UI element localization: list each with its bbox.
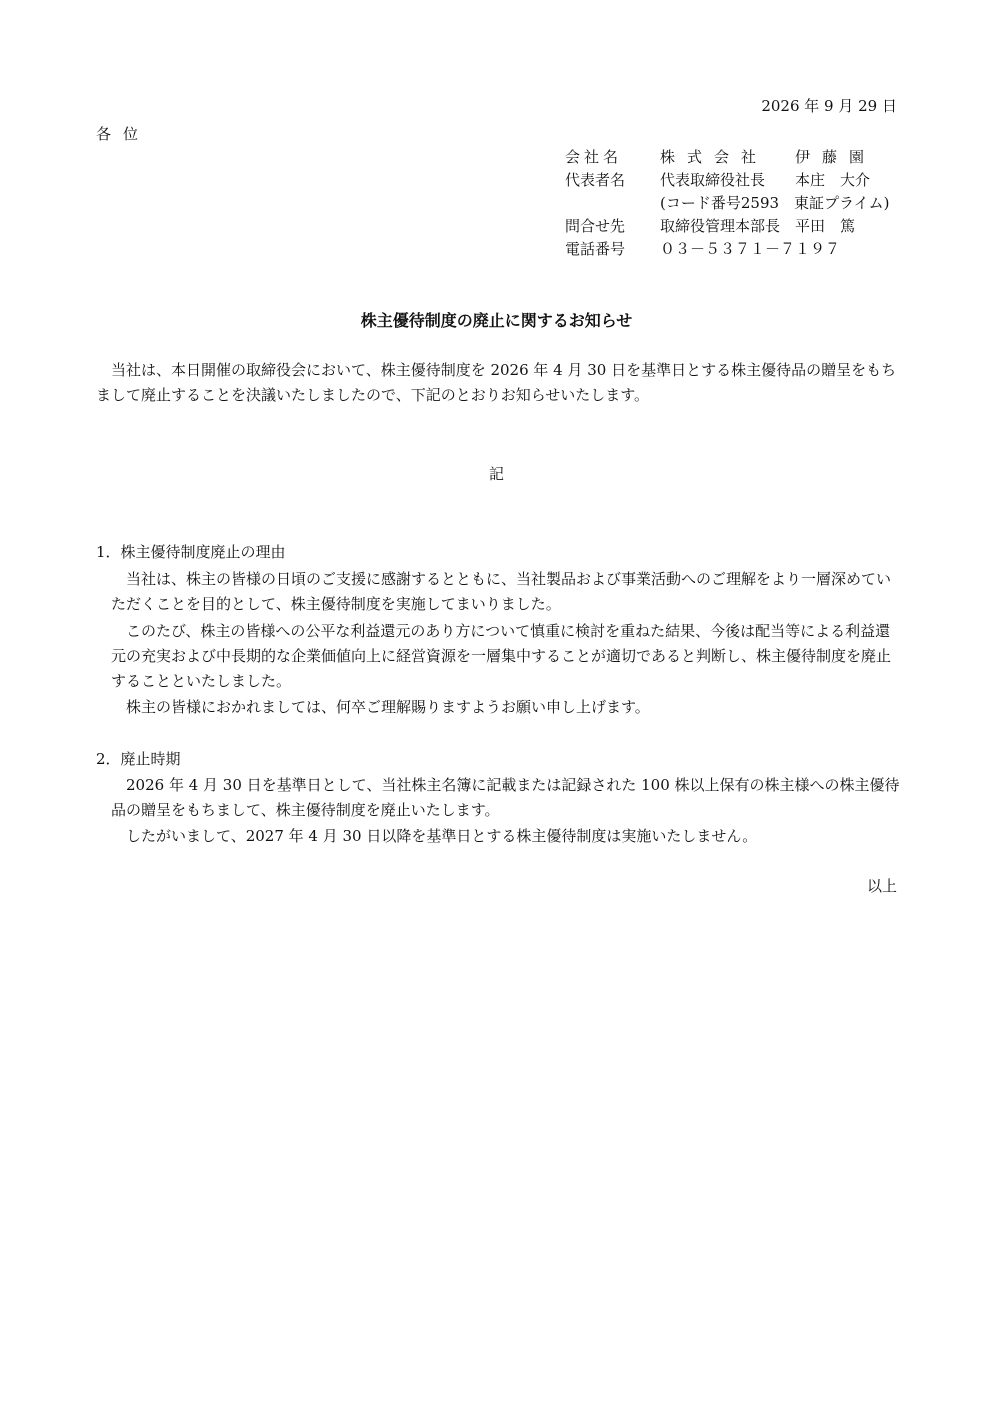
contact-label: 問合せ先 bbox=[565, 217, 626, 235]
section-1-heading: 1．株主優待制度廃止の理由 bbox=[96, 543, 286, 561]
addressee: 各位 bbox=[96, 125, 151, 143]
representative-value: 代表取締役社長 本庄 大介 bbox=[660, 171, 871, 189]
section-2-paragraph-2: したがいまして、2027 年 4 月 30 日以降を基準日とする株主優待制度は実施いたしません。 bbox=[126, 827, 758, 845]
representative-label: 代表者名 bbox=[565, 171, 626, 189]
ki-marker: 記 bbox=[488, 465, 504, 483]
stock-code-value: (コード番号2593 東証プライム) bbox=[660, 194, 890, 212]
phone-value: ０３－５３７１－７１９７ bbox=[660, 240, 841, 258]
section-1-paragraph-3: 株主の皆様におかれましては、何卒ご理解賜りますようお願い申し上げます。 bbox=[126, 698, 650, 716]
closing-ijou: 以上 bbox=[866, 877, 897, 895]
section-1-paragraph-1: 当社は、株主の皆様の日頃のご支援に感謝するとともに、当社製品および事業活動へのご理解をより一層深めていただくことを目的として、株主優待制度を実施してまいりました。 bbox=[111, 570, 892, 613]
company-name-value: 株式会社 伊藤園 bbox=[660, 148, 877, 166]
section-2-heading: 2．廃止時期 bbox=[96, 750, 181, 768]
section-1-paragraph-2: このたび、株主の皆様への公平な利益還元のあり方について慎重に検討を重ねた結果、今後は配当等による利益還元の充実および中長期的な企業価値向上に経営資源を一層集中することが適切であると判断し、株主優待制度を廃止することといたしました。 bbox=[111, 622, 892, 690]
phone-label: 電話番号 bbox=[565, 240, 626, 258]
company-name-label: 会社名 bbox=[565, 148, 623, 166]
section-2-paragraph-1: 2026 年 4 月 30 日を基準日として、当社株主名簿に記載または記録された 100 株以上保有の株主様への株主優待品の贈呈をもちまして、株主優待制度を廃止いたします。 bbox=[111, 776, 900, 819]
document-date: 2026 年 9 月 29 日 bbox=[761, 97, 897, 115]
intro-paragraph: 当社は、本日開催の取締役会において、株主優待制度を 2026 年 4 月 30 日を基準日とする株主優待品の贈呈をもちまして廃止することを決議いたしましたので、下記のとおりお知らせいたします。 bbox=[96, 361, 897, 404]
contact-value: 取締役管理本部長 平田 篤 bbox=[660, 217, 856, 235]
document-title: 株主優待制度の廃止に関するお知らせ bbox=[360, 311, 633, 330]
